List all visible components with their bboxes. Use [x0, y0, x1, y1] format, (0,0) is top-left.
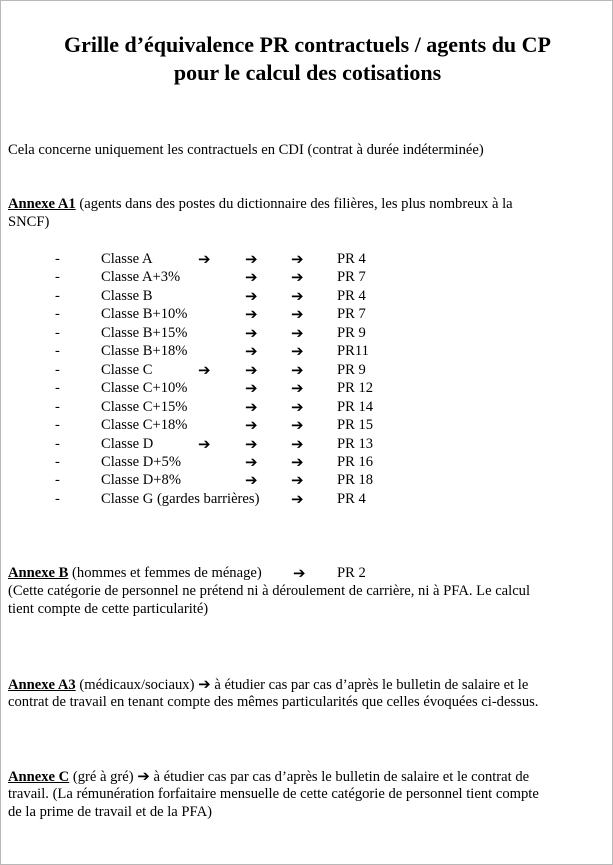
- arrow-icon: ➔: [245, 397, 258, 416]
- annexe-a3-desc-b: à étudier cas par cas d’après le bulletin de salaire et le: [210, 677, 529, 693]
- classe-label: Classe C+10%: [101, 380, 188, 397]
- list-item: [1, 471, 613, 489]
- pr-value: PR 18: [337, 472, 374, 489]
- annexe-c-label: Annexe C: [8, 769, 70, 785]
- classe-label: Classe G (gardes barrières): [101, 490, 260, 507]
- arrow-icon: ➔: [291, 342, 304, 361]
- arrow-icon: ➔: [198, 434, 211, 453]
- list-item: [1, 416, 613, 434]
- pr-value: PR11: [337, 343, 369, 360]
- annexe-a3-heading: [8, 675, 528, 694]
- classe-label: Classe B: [101, 287, 153, 304]
- arrow-icon: ➔: [245, 342, 258, 361]
- arrow-icon: ➔: [198, 675, 211, 693]
- annexe-c-heading: [8, 767, 529, 786]
- arrow-icon: ➔: [291, 323, 304, 342]
- pr-value: PR 15: [337, 417, 374, 434]
- annexe-c-desc-b: à étudier cas par cas d’après le bulletin de salaire et le contrat de: [149, 769, 530, 785]
- list-dash: -: [55, 417, 60, 434]
- list-dash: -: [55, 287, 60, 304]
- arrow-icon: ➔: [291, 286, 304, 305]
- list-dash: -: [55, 343, 60, 360]
- arrow-icon: ➔: [293, 564, 306, 582]
- list-dash: -: [55, 472, 60, 489]
- list-item: [1, 379, 613, 397]
- list-item: [1, 250, 613, 268]
- arrow-icon: ➔: [291, 489, 304, 508]
- annexe-b-label: Annexe B: [8, 565, 69, 581]
- arrow-icon: ➔: [245, 379, 258, 398]
- annexe-b-note-line1: (Cette catégorie de personnel ne prétend ni à déroulement de carrière, ni à PFA. Le calcul: [8, 583, 531, 599]
- annexe-b-heading: [8, 564, 262, 582]
- classe-label: Classe A+3%: [101, 269, 181, 286]
- classe-label: Classe D: [101, 435, 154, 452]
- arrow-icon: ➔: [137, 767, 150, 785]
- arrow-icon: ➔: [245, 452, 258, 471]
- list-dash: -: [55, 361, 60, 378]
- arrow-icon: ➔: [291, 471, 304, 490]
- classe-label: Classe B+18%: [101, 343, 188, 360]
- list-item: [1, 453, 613, 471]
- pr-value: PR 7: [337, 306, 366, 323]
- list-item: [1, 305, 613, 323]
- classe-label: Classe D+5%: [101, 453, 181, 470]
- document-title-line1: Grille d’équivalence PR contractuels / agents du CP: [63, 32, 551, 57]
- annexe-c-desc: (gré à gré): [69, 769, 138, 785]
- annexe-a3-label: Annexe A3: [8, 677, 76, 693]
- arrow-icon: ➔: [291, 250, 304, 268]
- annexe-a1-label: Annexe A1: [8, 196, 76, 212]
- list-dash: -: [55, 324, 60, 341]
- arrow-icon: ➔: [245, 471, 258, 490]
- arrow-icon: ➔: [291, 268, 304, 287]
- annexe-a3-desc: (médicaux/sociaux): [75, 677, 199, 693]
- intro-text: Cela concerne uniquement les contractuels en CDI (contrat à durée indéterminée): [8, 142, 484, 158]
- list-dash: -: [55, 380, 60, 397]
- arrow-icon: ➔: [291, 452, 304, 471]
- list-item: [1, 435, 613, 453]
- arrow-icon: ➔: [245, 434, 258, 453]
- arrow-icon: ➔: [245, 323, 258, 342]
- arrow-icon: ➔: [291, 397, 304, 416]
- arrow-icon: ➔: [198, 360, 211, 379]
- classe-label: Classe D+8%: [101, 472, 181, 489]
- pr-value: PR 9: [337, 324, 366, 341]
- pr-value: PR 4: [337, 251, 366, 267]
- annexe-a3-desc-line2: contrat de travail en tenant compte des mêmes particularités que celles évoquées ci-dessus.: [8, 694, 539, 710]
- arrow-icon: ➔: [291, 305, 304, 324]
- classe-label: Classe B+10%: [101, 306, 188, 323]
- pr-value: PR 16: [337, 453, 374, 470]
- arrow-icon: ➔: [245, 305, 258, 324]
- classe-label: Classe C: [101, 361, 153, 378]
- pr-value: PR 7: [337, 269, 366, 286]
- annexe-a1-desc-line2: SNCF): [8, 214, 50, 230]
- document-title-line2: pour le calcul des cotisations: [173, 60, 442, 85]
- pr-value: PR 14: [337, 398, 374, 415]
- list-dash: -: [55, 453, 60, 470]
- arrow-icon: ➔: [291, 416, 304, 435]
- classe-label: Classe C+15%: [101, 398, 188, 415]
- classe-label: Classe C+18%: [101, 417, 188, 434]
- classe-label: Classe A: [101, 251, 153, 267]
- annexe-b-pr: PR 2: [337, 565, 366, 581]
- annexe-c-desc-line2: travail. (La rémunération forfaitaire mensuelle de cette catégorie de personnel tient compte: [8, 786, 539, 802]
- arrow-icon: ➔: [245, 250, 258, 268]
- annexe-b-desc: (hommes et femmes de ménage): [68, 565, 262, 581]
- annexe-c-desc-line3: de la prime de travail et de la PFA): [8, 804, 212, 820]
- classe-label: Classe B+15%: [101, 324, 188, 341]
- list-dash: -: [55, 306, 60, 323]
- arrow-icon: ➔: [245, 416, 258, 435]
- arrow-icon: ➔: [291, 434, 304, 453]
- arrow-icon: ➔: [245, 286, 258, 305]
- arrow-icon: ➔: [291, 360, 304, 379]
- arrow-icon: ➔: [245, 360, 258, 379]
- annexe-a1-heading: [8, 195, 513, 213]
- pr-value: PR 12: [337, 380, 374, 397]
- list-dash: -: [55, 398, 60, 415]
- arrow-icon: ➔: [245, 268, 258, 287]
- annexe-b-note-line2: tient compte de cette particularité): [8, 601, 209, 617]
- list-dash: -: [55, 251, 60, 267]
- list-item: [1, 398, 613, 416]
- annexe-a1-desc: (agents dans des postes du dictionnaire des filières, les plus nombreux à la: [75, 196, 513, 212]
- arrow-icon: ➔: [198, 250, 211, 268]
- pr-value: PR 4: [337, 490, 366, 507]
- list-item: [1, 324, 613, 342]
- pr-value: PR 9: [337, 361, 366, 378]
- list-dash: -: [55, 269, 60, 286]
- pr-value: PR 13: [337, 435, 374, 452]
- list-item: [1, 490, 613, 508]
- list-item: [1, 268, 613, 286]
- list-dash: -: [55, 435, 60, 452]
- arrow-icon: ➔: [291, 379, 304, 398]
- pr-value: PR 4: [337, 287, 366, 304]
- list-dash: -: [55, 490, 60, 507]
- list-item: [1, 287, 613, 305]
- list-item: [1, 342, 613, 360]
- list-item: [1, 361, 613, 379]
